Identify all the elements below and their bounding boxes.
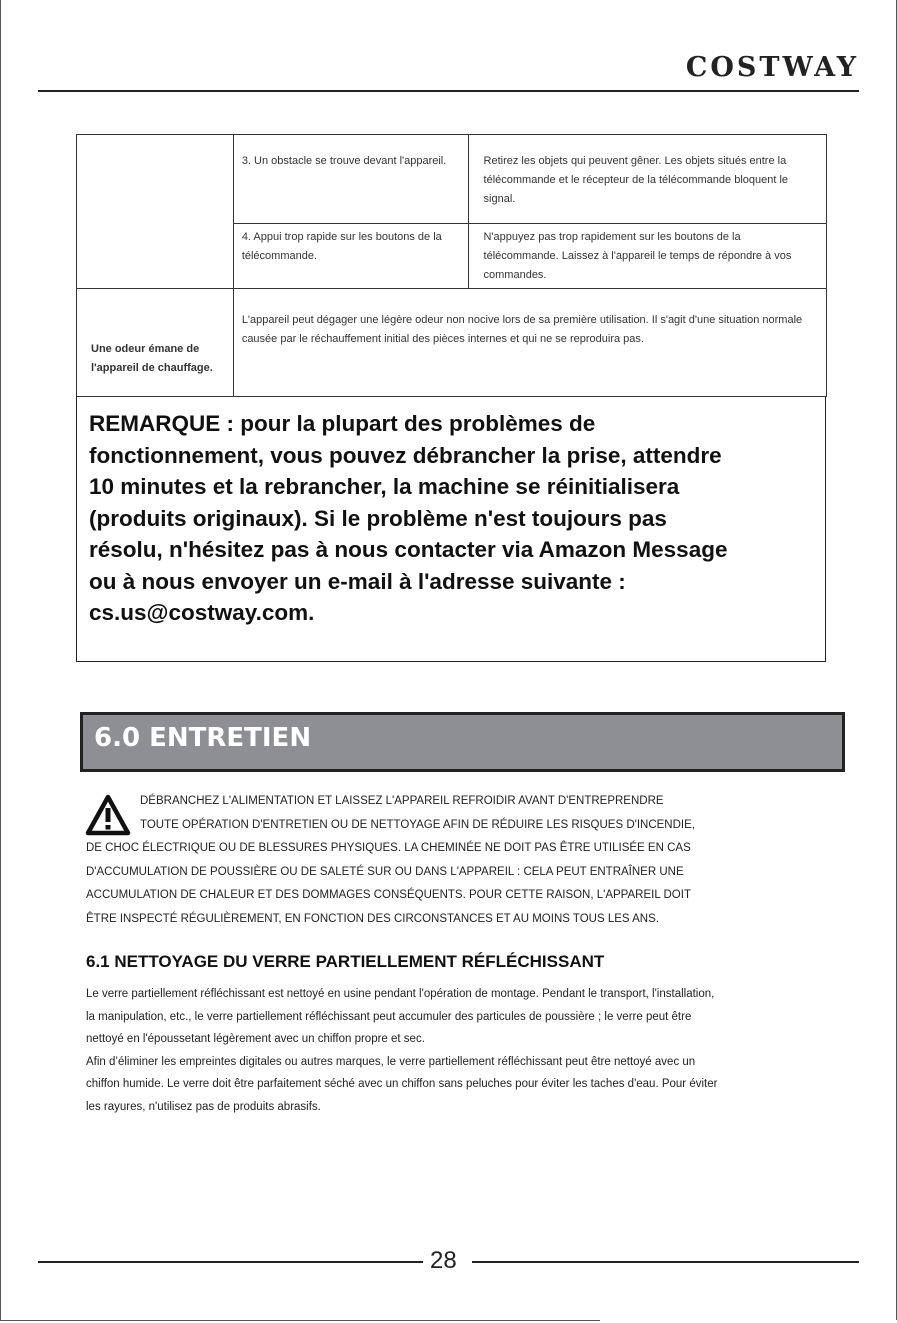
cause-cell: 3. Un obstacle se trouve devant l'appareil. xyxy=(233,135,468,224)
problem-cell: Une odeur émane de l'appareil de chauffage. xyxy=(77,289,234,397)
body-line: Le verre partiellement réfléchissant est nettoyé en usine pendant l'opération de montage. Pendant le transport, l'installation, xyxy=(86,988,715,1000)
warning-line: D'ACCUMULATION DE POUSSIÈRE OU DE SALETÉ SUR OU DANS L'APPAREIL : CELA PEUT ENTRAÎNER UNE xyxy=(86,865,684,878)
footer-rule-right xyxy=(472,1261,859,1263)
warning-line: ACCUMULATION DE CHALEUR ET DES DOMMAGES CONSÉQUENTS. POUR CETTE RAISON, L'APPAREIL DOIT xyxy=(86,889,691,901)
troubleshooting-table xyxy=(76,134,827,397)
note-line: ou à nous envoyer un e-mail à l'adresse suivante : xyxy=(89,568,626,594)
body-line: la manipulation, etc., le verre partiellement réfléchissant peut accumuler des particules de poussière ; le verre peut être xyxy=(86,1010,692,1023)
body-line: les rayures, n'utilisez pas de produits abrasifs. xyxy=(86,1100,321,1113)
table-row xyxy=(77,289,827,397)
problem-cell-empty xyxy=(77,135,234,289)
note-text xyxy=(89,408,805,629)
note-line: cs.us@costway.com. xyxy=(89,600,315,625)
note-line: (produits originaux). Si le problème n'est toujours pas xyxy=(89,505,667,531)
table-row xyxy=(77,135,827,224)
note-line: résolu, n'hésitez pas à nous contacter via Amazon Message xyxy=(89,537,728,562)
warning-line: DE CHOC ÉLECTRIQUE OU DE BLESSURES PHYSIQUES. LA CHEMINÉE NE DOIT PAS ÊTRE UTILISÉE EN CAS xyxy=(86,842,691,854)
warning-line: DÉBRANCHEZ L'ALIMENTATION ET LAISSEZ L'APPAREIL REFROIDIR AVANT D'ENTREPRENDRE xyxy=(140,795,664,807)
page-number: 28 xyxy=(430,1247,457,1274)
solution-cell: N'appuyez pas trop rapidement sur les boutons de la télécommande. Laissez à l'appareil le temps de répondre à vos commandes. xyxy=(468,224,826,289)
section-banner xyxy=(80,712,845,772)
solution-cell: L'appareil peut dégager une légère odeur non nocive lors de sa première utilisation. Il s'agit d'une situation normale causée par le réchauffement initial des pièces internes et qui ne se reproduira pas. xyxy=(233,289,826,397)
subsection-body xyxy=(86,983,786,1119)
brand-logo: COSTWAY xyxy=(685,52,859,83)
note-line: REMARQUE : pour la plupart des problèmes de xyxy=(89,411,596,436)
note-line: fonctionnement, vous pouvez débrancher la prise, attendre xyxy=(89,442,722,468)
warning-line: ÊTRE INSPECTÉ RÉGULIÈREMENT, EN FONCTION DES CIRCONSTANCES ET AU MOINS TOUS LES ANS. xyxy=(86,912,659,925)
warning-text xyxy=(86,790,766,931)
note-line: 10 minutes et la rebrancher, la machine se réinitialisera xyxy=(89,474,680,499)
warning-line: TOUTE OPÉRATION D'ENTRETIEN OU DE NETTOYAGE AFIN DE RÉDUIRE LES RISQUES D'INCENDIE, xyxy=(140,818,695,831)
body-line: nettoyé en l'époussetant légèrement avec un chiffon propre et sec. xyxy=(86,1033,425,1046)
subsection-title: 6.1 NETTOYAGE DU VERRE PARTIELLEMENT RÉFLÉCHISSANT xyxy=(86,952,605,971)
footer-rule-left xyxy=(38,1261,423,1263)
note-box xyxy=(76,396,826,662)
header-rule xyxy=(38,90,859,92)
cause-cell: 4. Appui trop rapide sur les boutons de la télécommande. xyxy=(233,224,468,289)
page-bottom-edge xyxy=(0,1320,600,1321)
body-line: chiffon humide. Le verre doit être parfaitement séché avec un chiffon sans peluches pour éviter les taches d'eau. Pour éviter xyxy=(86,1078,718,1091)
solution-cell: Retirez les objets qui peuvent gêner. Les objets situés entre la télécommande et le récepteur de la télécommande bloquent le signal. xyxy=(468,135,826,224)
body-line: Afin d’éliminer les empreintes digitales ou autres marques, le verre partiellement réfléchissant peut être nettoyé avec un xyxy=(86,1055,696,1068)
section-title: 6.0 ENTRETIEN xyxy=(94,723,312,753)
